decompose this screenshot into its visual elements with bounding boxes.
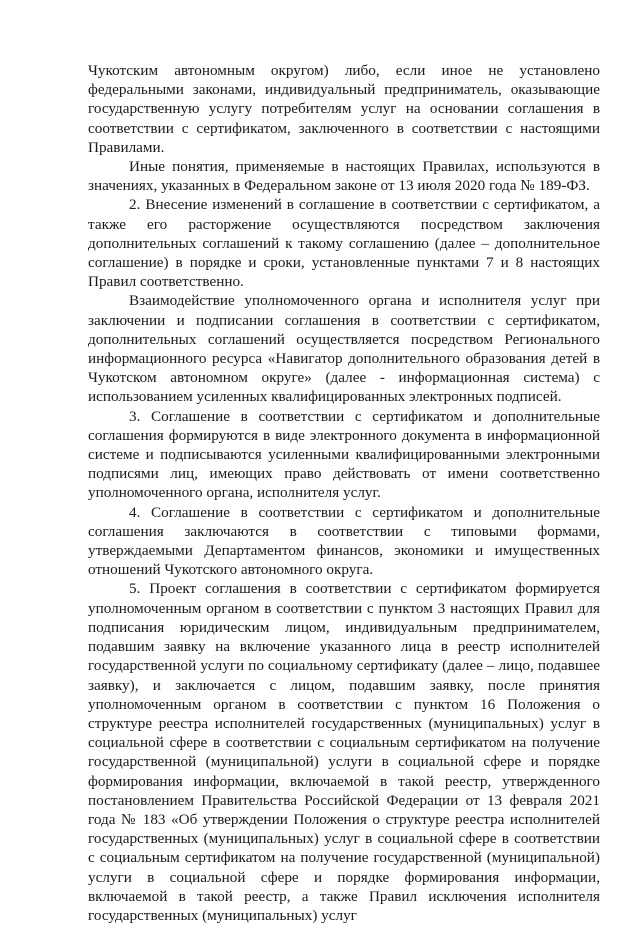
paragraph-clause-5: 5. Проект соглашения в соответствии с сертификатом формируется уполномоченным органом в соответствии с пунктом 3 настоящих Правил для подписания юридическим лицом, индивидуальным предпринимателем, подавшим заявку на включение указанного лица в реестр исполнителей государственной услуги по социальному сертификату (далее – лицо, подавшее заявку), и заключается с лицом, подавшим заявку, после принятия уполномоченным органом в соответствии с пунктом 16 Положения о структуре реестра исполнителей государственных (муниципальных) услуг в социальной сфере в соответствии с социальным сертификатом на получение государственной (муниципальной) услуги в социальной сфере и порядке формирования информации, включаемой в такой реестр, утвержденного постановлением Правительства Российской Федерации от 13 февраля 2021 года № 183 «Об утверждении Положения о структуре реестра исполнителей государственных (муниципальных) услуг в социальной сфере в соответствии с социальным сертификатом на получение государственной (муниципальной) услуги в социальной сфере и порядке формирования информации, включаемой в такой реестр, а также Правил исключения исполнителя государственных (муниципальных) услуг <box>88 580 600 924</box>
paragraph-definitions: Иные понятия, применяемые в настоящих Правилах, используются в значениях, указанных в Федеральном законе от 13 июля 2020 года № 189-ФЗ. <box>88 158 600 195</box>
paragraph-clause-2: 2. Внесение изменений в соглашение в соответствии с сертификатом, а также его расторжение осуществляются посредством заключения дополнительных соглашений к такому соглашению (далее – дополнительное соглашение) в порядке и сроки, установленные пунктами 7 и 8 настоящих Правил соответственно. <box>88 196 600 291</box>
paragraph-clause-4: 4. Соглашение в соответствии с сертификатом и дополнительные соглашения заключаются в соответствии с типовыми формами, утверждаемыми Департаментом финансов, экономики и имущественных отношений Чукотского автономного округа. <box>88 503 600 579</box>
paragraph-clause-3: 3. Соглашение в соответствии с сертификатом и дополнительные соглашения формируются в виде электронного документа в информационной системе и подписываются усиленными квалифицированными электронными подписями лиц, имеющих право действовать от имени соответственно уполномоченного органа, исполнителя услуг. <box>88 407 600 502</box>
paragraph-continuation: Чукотским автономным округом) либо, если иное не установлено федеральными законами, индивидуальный предприниматель, оказывающие государственную услугу потребителям услуг на основании соглашения в соответствии с сертификатом, заключенного в соответствии с настоящими Правилами. <box>88 62 600 156</box>
paragraph-interaction: Взаимодействие уполномоченного органа и исполнителя услуг при заключении и подписании соглашения в соответствии с сертификатом, дополнительных соглашений осуществляется посредством Регионального информационного ресурса «Навигатор дополнительного образования детей в Чукотском автономном округе» (далее - информационная система) с использованием усиленных квалифицированных электронных подписей. <box>88 292 600 406</box>
